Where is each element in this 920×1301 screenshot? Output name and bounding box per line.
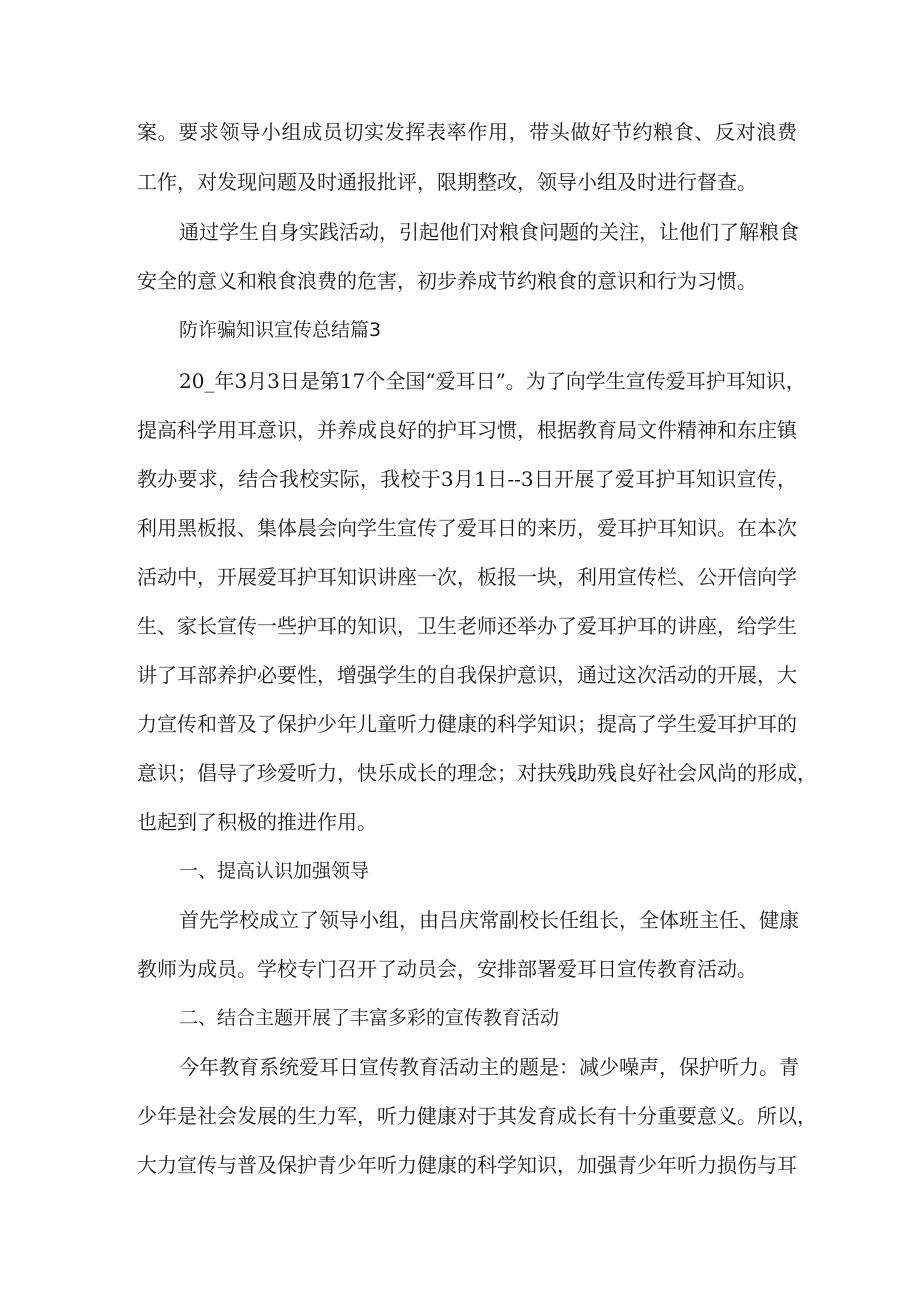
paragraph-3-line-7: 讲了耳部养护必要性，增强学生的自我保护意识，通过这次活动的开展，大 xyxy=(137,663,797,687)
paragraph-3-line-2: 提高科学用耳意识，并养成良好的护耳习惯，根据教育局文件精神和东庄镇 xyxy=(137,418,797,442)
paragraph-3-line-8: 力宣传和普及了保护少年儿童听力健康的科学知识；提高了学生爱耳护耳的 xyxy=(137,712,797,736)
paragraph-1-line-1: 案。要求领导小组成员切实发挥表率作用，带头做好节约粮食、反对浪费 xyxy=(137,120,797,144)
paragraph-2-line-1: 通过学生自身实践活动，引起他们对粮食问题的关注，让他们了解粮食 xyxy=(179,220,799,244)
paragraph-4-line-1: 首先学校成立了领导小组，由吕庆常副校长任组长，全体班主任、健康 xyxy=(179,908,799,932)
paragraph-5-line-1: 今年教育系统爱耳日宣传教育活动主的题是：减少噪声，保护听力。青 xyxy=(179,1055,799,1079)
paragraph-1-line-2: 工作，对发现问题及时通报批评，限期整改，领导小组及时进行督查。 xyxy=(137,170,757,194)
heading-1: 一、提高认识加强领导 xyxy=(179,860,370,882)
paragraph-4-line-2: 教师为成员。学校专门召开了动员会，安排部署爱耳日宣传教育活动。 xyxy=(137,957,757,981)
section-title: 防诈骗知识宣传总结篇3 xyxy=(179,319,382,341)
paragraph-5-line-2: 少年是社会发展的生力军，听力健康对于其发育成长有十分重要意义。所以， xyxy=(137,1104,817,1128)
paragraph-3-line-6: 生、家长宣传一些护耳的知识，卫生老师还举办了爱耳护耳的讲座，给学生 xyxy=(137,614,797,638)
paragraph-3-line-10: 也起到了积极的推进作用。 xyxy=(137,810,377,834)
paragraph-3-line-5: 活动中，开展爱耳护耳知识讲座一次，板报一块，利用宣传栏、公开信向学 xyxy=(137,565,797,589)
paragraph-3-line-9: 意识；倡导了珍爱听力，快乐成长的理念；对扶残助残良好社会风尚的形成， xyxy=(137,761,817,785)
paragraph-3-line-1: 20_年3月3日是第17个全国“爱耳日”。为了向学生宣传爱耳护耳知识， xyxy=(179,369,806,393)
paragraph-3-line-3: 教办要求，结合我校实际，我校于3月1日--3日开展了爱耳护耳知识宣传， xyxy=(137,467,797,491)
paragraph-3-line-4: 利用黑板报、集体晨会向学生宣传了爱耳日的来历，爱耳护耳知识。在本次 xyxy=(137,516,797,540)
paragraph-5-line-3: 大力宣传与普及保护青少年听力健康的科学知识，加强青少年听力损伤与耳 xyxy=(137,1153,797,1177)
heading-2: 二、结合主题开展了丰富多彩的宣传教育活动 xyxy=(179,1007,560,1029)
paragraph-2-line-2: 安全的意义和粮食浪费的危害，初步养成节约粮食的意识和行为习惯。 xyxy=(137,269,757,293)
